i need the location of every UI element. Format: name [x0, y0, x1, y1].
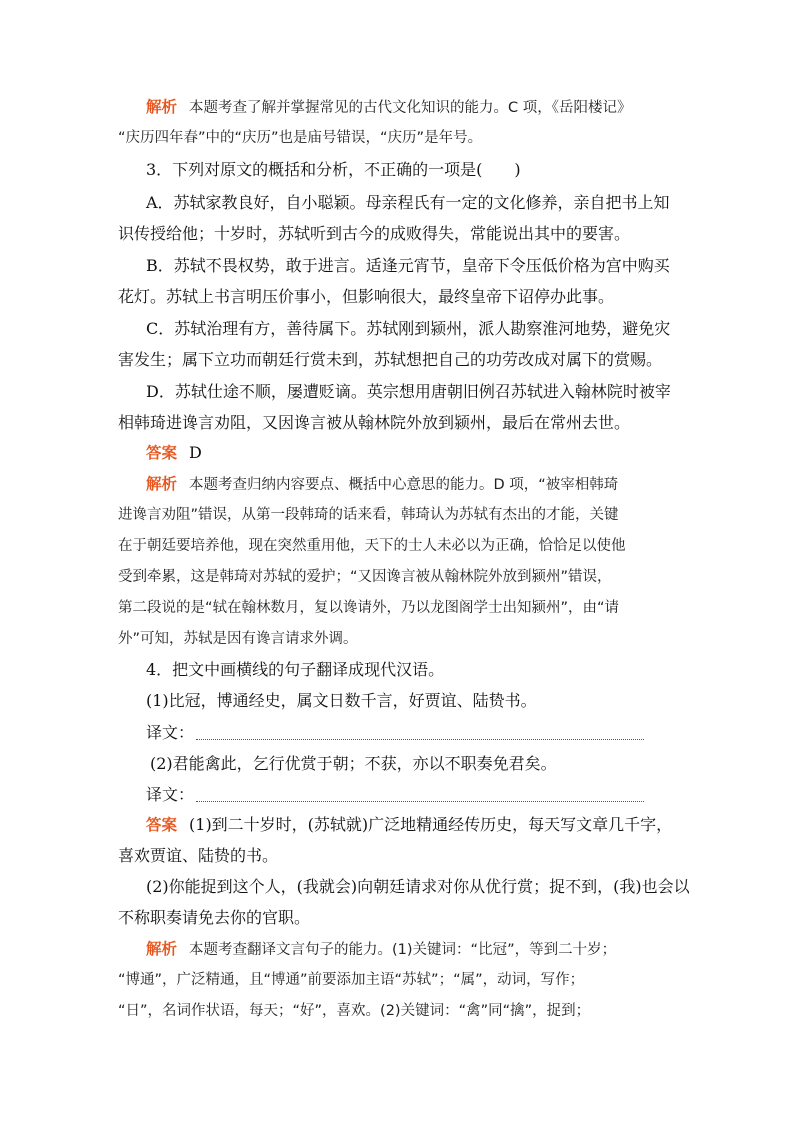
option-b-line2: 花灯。苏轼上书言明压价事小，但影响很大，最终皇帝下诏停办此事。 [118, 287, 615, 306]
translation-label: 译文： [146, 785, 195, 804]
analysis-block [146, 939, 711, 960]
answer-block [146, 815, 711, 835]
answer-text: (2)你能捉到这个人，(我就会)向朝廷请求对你从优行赏；捉不到，(我)也会以 [146, 877, 690, 896]
analysis-label: 解析 [146, 98, 178, 116]
answer-text: 喜欢贾谊、陆贽的书。 [118, 846, 279, 865]
question-4-stem: 4．把文中画横线的句子翻译成现代汉语。 [146, 660, 445, 679]
analysis-text: 本题考查了解并掌握常见的古代文化知识的能力。C 项，《岳阳楼记》 [189, 100, 632, 116]
analysis-text: 外”可知，苏轼是因有谗言请求外调。 [118, 631, 358, 647]
answer-block [146, 443, 711, 463]
analysis-text: 第二段说的是“轼在翰林数月，复以谗请外，乃以龙图阁学士出知颍州”，由“请 [118, 600, 620, 616]
option-b-line1: B．苏轼不畏权势，敢于进言。适逢元宵节，皇帝下令压低价格为宫中购买 [146, 256, 670, 275]
analysis-text: 在于朝廷要培养他，现在突然重用他，天下的士人未必以为正确，恰恰足以使他 [118, 538, 626, 554]
translation-answer-line [196, 801, 644, 802]
option-c-line2: 害发生；属下立功而朝廷行赏未到，苏轼想把自己的功劳改成对属下的赏赐。 [118, 350, 663, 369]
question-3-stem: 3．下列对原文的概括和分析，不正确的一项是( ) [146, 160, 521, 179]
answer-text: (1)到二十岁时，(苏轼就)广泛地精通经传历史，每天写文章几千字， [189, 815, 673, 834]
analysis-block [146, 474, 711, 495]
translation-label: 译文： [146, 723, 195, 742]
option-a-line1: A．苏轼家教良好，自小聪颖。母亲程氏有一定的文化修养，亲自把书上知 [146, 193, 670, 212]
answer-text: 不称职奏请免去你的官职。 [118, 908, 311, 927]
analysis-text: 本题考查翻译文言句子的能力。(1)关键词：“比冠”，等到二十岁； [189, 942, 617, 958]
option-c-line1: C．苏轼治理有方，善待属下。苏轼刚到颍州，派人勘察淮河地势，避免灾 [146, 319, 671, 338]
analysis-text: “日”，名词作状语，每天；“好”，喜欢。(2)关键词：“禽”同“擒”，捉到； [118, 1003, 591, 1019]
analysis-text: “博通”，广泛精通，且“博通”前要添加主语“苏轼”；“属”，动词，写作； [118, 972, 585, 988]
question-4-item-2: (2)君能禽此，乞行优赏于朝；不获，亦以不职奏免君矣。 [150, 754, 557, 773]
answer-value: D [189, 443, 202, 462]
analysis-block-top [146, 97, 711, 118]
translation-answer-line [196, 739, 644, 740]
analysis-label: 解析 [146, 940, 178, 958]
analysis-label: 解析 [146, 475, 178, 493]
answer-label: 答案 [146, 816, 178, 834]
answer-label: 答案 [146, 444, 178, 462]
analysis-text: “庆历四年春”中的“庆历”也是庙号错误，“庆历”是年号。 [118, 130, 483, 146]
analysis-text: 本题考查归纳内容要点、概括中心意思的能力。D 项，“被宰相韩琦 [189, 477, 619, 493]
option-d-line1: D．苏轼仕途不顺，屡遭贬谪。英宗想用唐朝旧例召苏轼进入翰林院时被宰 [146, 382, 671, 401]
option-a-line2: 识传授给他；十岁时，苏轼听到古今的成败得失，常能说出其中的要害。 [118, 224, 631, 243]
analysis-text: 进谗言劝阻”错误，从第一段韩琦的话来看，韩琦认为苏轼有杰出的才能，关键 [118, 507, 619, 523]
question-4-item-1: (1)比冠，博通经史，属文日数千言，好贾谊、陆贽书。 [146, 691, 537, 710]
analysis-text: 受到牵累，这是韩琦对苏轼的爱护；“又因谗言被从翰林院外放到颍州”错误， [118, 569, 612, 585]
option-d-line2: 相韩琦进谗言劝阻，又因谗言被从翰林院外放到颍州，最后在常州去世。 [118, 413, 631, 432]
